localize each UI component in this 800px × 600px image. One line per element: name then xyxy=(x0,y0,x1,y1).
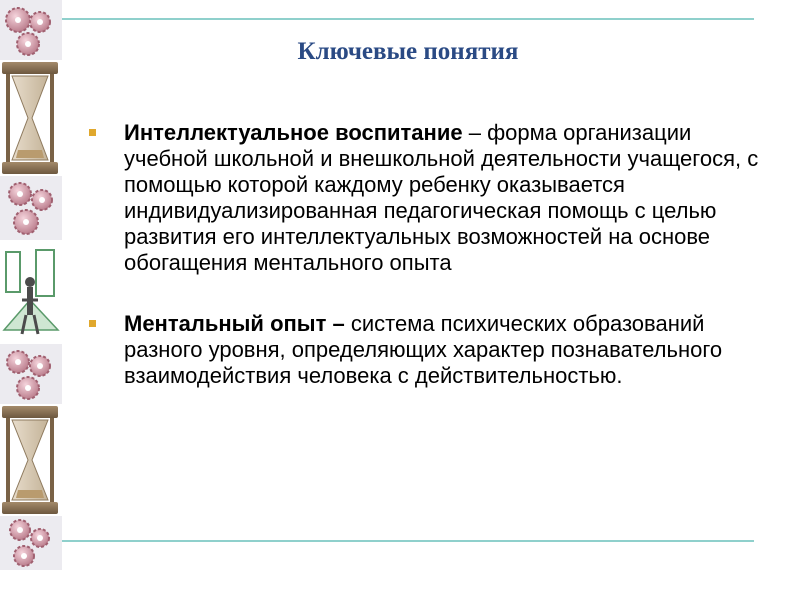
decorative-left-strip xyxy=(0,0,62,570)
chess-figure-icon xyxy=(0,244,62,340)
top-divider xyxy=(62,18,754,20)
bullet-term: Интеллектуальное воспитание xyxy=(124,120,463,145)
gears-icon xyxy=(0,0,62,60)
slide-title: Ключевые понятия xyxy=(297,38,519,65)
bullet-item xyxy=(86,120,766,276)
gears-icon xyxy=(0,344,62,404)
bullet-definition: форма организации учебной школьной и внешкольной деятельности учащегося, с помощью которой каждому ребенку оказывается индивидуализированная педагогическая помощь с целью развития его интеллектуальных возможностей на основе обогащения ментального опыта xyxy=(124,120,759,275)
bullet-term: Ментальный опыт – xyxy=(124,311,345,336)
bottom-divider xyxy=(62,540,754,542)
bullet-separator: – xyxy=(462,120,488,145)
square-bullet-icon xyxy=(89,320,96,327)
bullet-definition: система психических образований разного уровня, определяющих характер познавательного взаимодействия человека с действительностью. xyxy=(124,311,723,388)
slide-content xyxy=(86,120,766,389)
square-bullet-icon xyxy=(89,129,96,136)
gears-icon xyxy=(0,176,62,240)
hourglass-icon xyxy=(2,406,58,514)
hourglass-icon xyxy=(2,62,58,174)
bullet-item xyxy=(86,311,766,389)
gears-icon xyxy=(0,516,62,570)
